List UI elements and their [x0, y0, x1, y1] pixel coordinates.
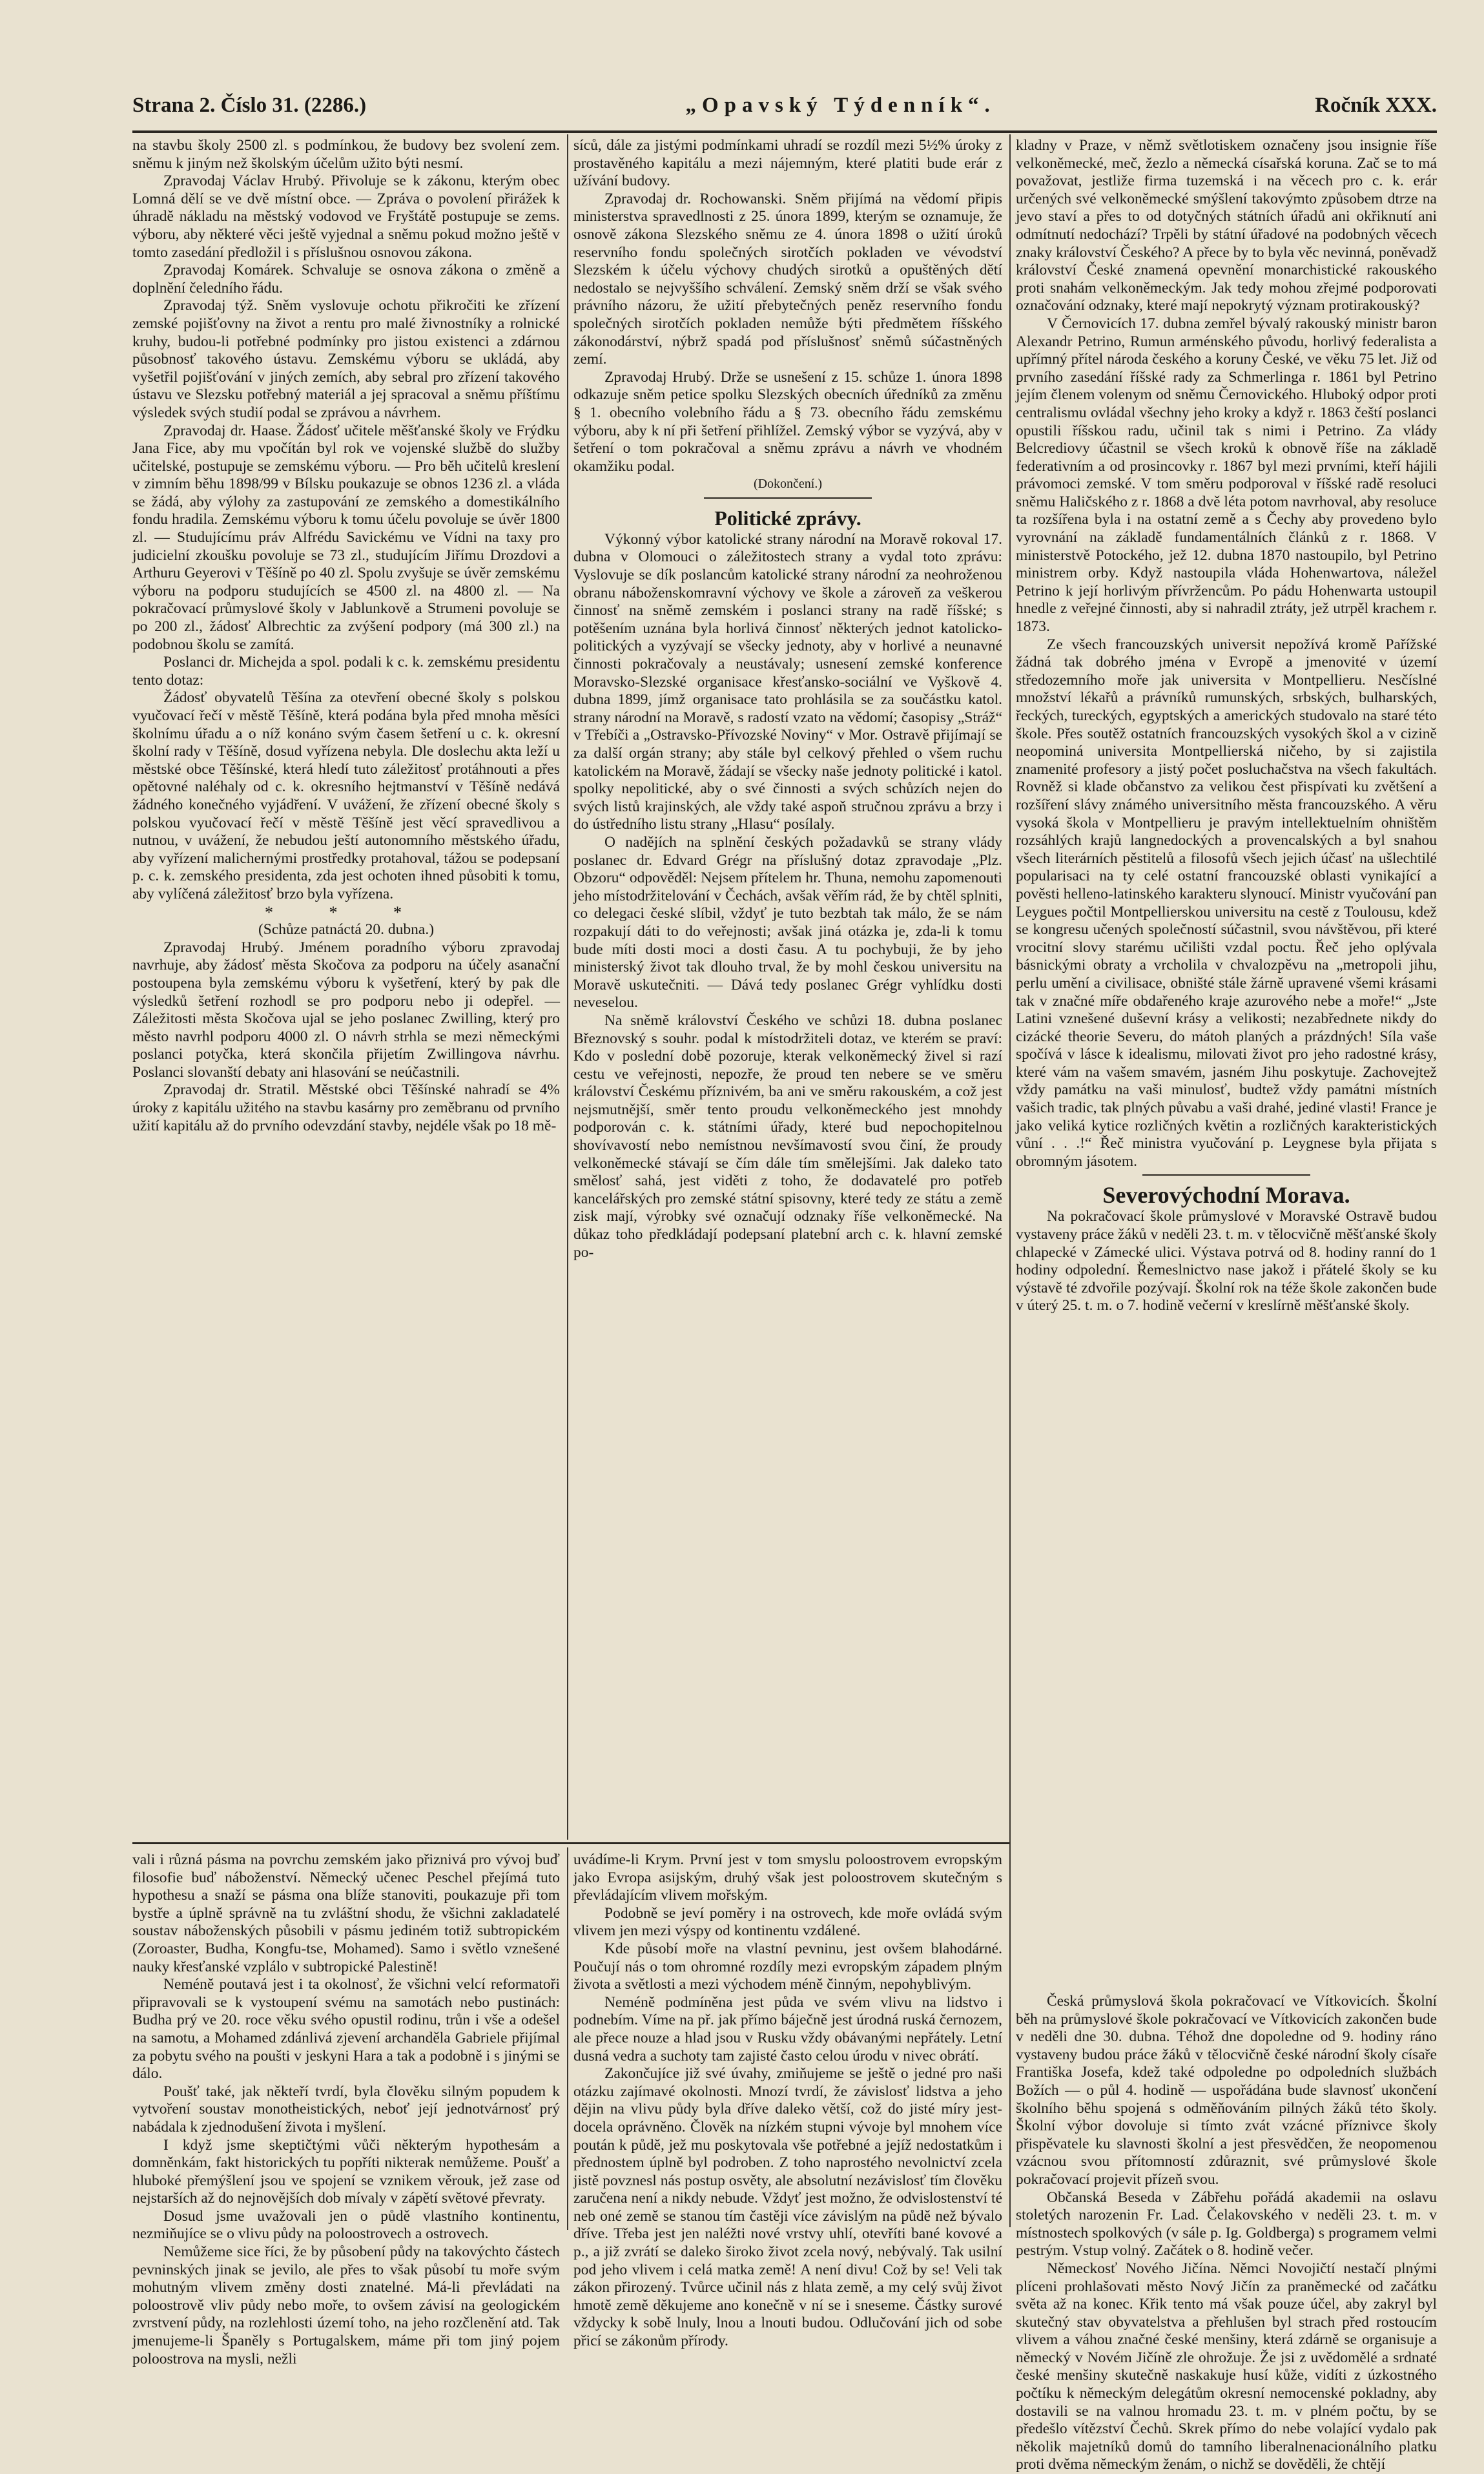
article-paragraph: Německosť Nového Jičína. Němci Novojičtí nestačí plnými plíceni prohlašovati město Nový Jičín za praněmecké od začátku světa až na konec. Křik tento má však pouze účel, aby zakryl byl skutečný stav obyvatelstva a přehlušen byl strach před rostoucím vlivem a váhou značné české menšiny, která zdárně se organisuje a německý v Novém Jičíně zle ohrožuje. Že jsi z uvědomělé a srdnaté české menšiny skutečně naskakuje husí kůže, vidíti z úzkostného počtíku k německým delegátům okresní nemocenské pokladny, aby dostavili se na valnou hromadu 23. t. m. v plném počtu, by se předešlo vítězství Čechů. Skrek přímo do nebe volající vydalo pak několik majetníků domů do tamního liberalnenacionálního platku proti dvěma německým ženám, o nichž se dověděli, že chtějí [1016, 2260, 1437, 2473]
section-rule [1142, 1174, 1310, 1176]
concluded-note: (Dokončení.) [753, 477, 823, 492]
header-rule [132, 130, 1437, 133]
feuilleton-paragraph: Neméně podmíněna jest půda ve svém vlivu na lidstvo i podnebím. Víme na př. jak přímo báječně jest úrodná ruská černozem, ale přece nouze a hlad jsou v Rusku vždy obávanými nepřátely. Letní dusná vedra a suchoty tam zajisté často celou úrodu v nivec obrátí. [573, 1993, 1002, 2064]
article-paragraph: Zpravodaj Václav Hrubý. Přivoluje se k zákonu, kterým obec Lomná dělí se ve dvě místní obce. — Zpráva o povolení přirážek k úhradě nákladu na městský vodovod ve Fryštátě postupuje se zems. výboru, aby některé věci ještě vyjednal a sněmu pokud možno ještě v tomto zasedání předložil i s příslušnou osnovou zákona. [132, 172, 560, 261]
article-paragraph: Zpravodaj dr. Haase. Žádosť učitele měšťanské školy ve Frýdku Jana Fice, aby mu vpočítán byl rok ve vojenské službě do služby učitelské, postupuje se zemskému výboru. — Pro běh učitelů kreslení v zimním běhu 1898/99 v Bílsku poukazuje se obnos 1236 zl. a vláda se žádá, aby výlohy za zastupování ze zemského a domestikálního fondu hradila. Zemskému výboru k tomu účelu povoluje se úvěr 1800 zl. — Studujícímu práv Alfrédu Savickému ve Vídni na taxy pro judicielní zkoušku povoluje se 73 zl., studujícím Jiřímu Drozdovi a Arthuru Geyerovi v Těšíně po 40 zl. Spolu zvyšuje se úvěr zemskému výboru na podporu studujících se 4500 zl. na 4800 zl. — Na pokračovací průmyslové školy v Jablunkově a Strumeni povoluje se po 200 zl., žádosť Albrechtic za zvýšení podpory (má 300 zl.) na podobnou školu se zamítá. [132, 422, 560, 653]
bottom-column-1 [132, 1851, 560, 2367]
article-paragraph: Česká průmyslová škola pokračovací ve Vítkovicích. Školní běh na průmyslové škole pokračovací ve Vítkovicích zakončen bude v neděli dne 30. dubna. Téhož dne dopoledne od 9. hodiny ráno vystaveny budou práce žáků v tělocvičně české národní školy císaře Františka Josefa, kdež také odpoledne po odpoledních službách Božích — o půl 4. hodině — uspořádána bude slavnosť ukončení školního běhu spojená s odměňováním pilných žáků této školy. Školní výbor dovoluje si tímto zvát vzácné příznivce školy přispěvatele ku slavnosti školní a jest přesvědčen, že neopomenou vzácnou svou přítomností zdůraznit, své průmyslové škole pokračovací projevit přízeň svou. [1016, 1993, 1437, 2188]
header-newspaper-title: „Opavský Týdenník“. [685, 93, 996, 117]
separator-stars: * * * [265, 902, 428, 922]
article-paragraph: Občanská Beseda v Zábřehu pořádá akademii na oslavu stoletých narozenin Fr. Lad. Čelakovského v neděli 23. t. m. v místnostech spolkových (v sále p. Ig. Goldberga) s programem velmi pestrým. Vstup volný. Začátek o 8. hodině večer. [1016, 2188, 1437, 2260]
feuilleton-paragraph: Podobně se jeví poměry i na ostrovech, kde moře ovládá svým vlivem jen mezi výspy od kontinentu vzdálené. [573, 1904, 1002, 1940]
session-heading: (Schůze patnáctá 20. dubna.) [258, 921, 435, 939]
feuilleton-rule [132, 1842, 1009, 1844]
feuilleton-paragraph: vali i různá pásma na povrchu zemském jako přiznivá pro vývoj buď filosofie buď náboženství. Německý učenec Peschel přejímá tuto hypothesu a snaží se pásma ona blíže stanoviti, poukazuje při tom bystře a úplně správně na tu zvláštní shodu, že všichni zakladatelé soustav náboženských působili v pásmu jediném totiž subtropickém (Zoroaster, Budha, Kongfu-tse, Mohamed). Samo i světlo vznešené nauky křesťanské vzplálo v subtropické Palestině! [132, 1851, 560, 1975]
article-paragraph: Poslanci dr. Michejda a spol. podali k c. k. zemskému presidentu tento dotaz: [132, 654, 560, 689]
bottom-column-2 [573, 1851, 1002, 2350]
feuilleton-paragraph: Dosud jsme uvažovali jen o půdě vlastního kontinentu, nezmiňujíce se o vlivu půdy na poloostrovech a ostrovech. [132, 2207, 560, 2243]
feuilleton-paragraph: Zakončujíce již své úvahy, zmiňujeme se ještě o jedné pro naši otázku zajímavé okolnosti. Mnozí tvrdí, že závislosť lidstva a jeho dějin na vlivu půdy byla dříve daleko větší, což do jisté míry jest-docela oprávněno. Člověk na nízkém stupni vývoje byl mnohem více poután k půdě, jež mu poskytovala vše potřebné a jejíž nedostatkům i přednostem úplně byl podroben. Z toho naprostého nevolnictví zcela jistě povznesl nás postup osvěty, ale absolutní nezávislosť tím člověku zaručena není a nikdy nebude. Vždyť jest možno, že odvislostenství té neb oné země se stanou tím častěji více závislým na půdě než bývalo dříve. Třeba jest jen naléžti nové vrstvy uhlí, otevříti bané kovové a p., a již zvrátí se daleko široko život zcela nový, nebývalý. Tak usilní pod jeho vlivem i celá matka země! A není divu! Což by se! Veli tak zákon přirozený. Tvůrce učinil nás z hlata země, a my celý svůj život hmotě země děkujeme ano konečně v ní se i sneseme. Částky surové vždycky k sobě lnuly, lnou a lnouti budou. Odlučování jich od sobe přicí se zákonům přírody. [573, 2065, 1002, 2350]
top-column-1 [132, 137, 560, 1836]
article-paragraph: na stavbu školy 2500 zl. s podmínkou, že budovy bez svolení zem. sněmu k jiným než školským účelům užito býti nesmí. [132, 137, 560, 172]
article-paragraph: Výkonný výbor katolické strany národní na Moravě rokoval 17. dubna v Olomouci o záležitostech strany a vydal toto zprávu: Vyslovuje se dík poslancům katolické strany národní za neohroženou obranu náboženskomravní výchovy ve škole a zároveň za veškerou činnosť na sněmě zemském i poslanci strany na radě říšské; s potěšením uznána byla horlivá činnosť některých jednot katolicko-politických a vyzývají se všecky jednoty, aby v horlivé a neunavné činnosti pokračovaly a neustávaly; usnesení zemské konference Moravsko-Slezské organisace křesťansko-sociální ve Vyškově 4. dubna 1899, jímž organisace tato prohlásila se za součástku katol. strany národní na Moravě, s radostí vzato na vědomí; časopisy „Stráž“ v Třebíči a „Ostravsko-Přívozské Noviny“ v Mor. Ostravě přijímají se za další orgán strany; aby stále byl celkový přehled o všem ruchu katolickém na Moravě, žádají se všecky naše jednoty politické i katol. spolky nepolitické, aby o své činnosti a svých schůzích nejen do svých listů krajinských, ale vždy také aspoň stručnou zprávu a brzy i do ústředního listu strany „Hlasu“ posílaly. [573, 530, 1002, 833]
feuilleton-paragraph: Kde působí moře na vlastní pevninu, jest ovšem blahodárné. Poučují nás o tom ohromné rozdíly mezi evropským západem plným života a světlosti a mezi východem méně činným, nepohyblivým. [573, 1940, 1002, 1993]
article-paragraph: kladny v Praze, v němž světlotiskem označeny jsou insignie říše velkoněmecké, meč, žezlo a německá císařská koruna. Zač se to má považovat, jestliže firma tuzemská i na věcech pro c. k. erár určených své velkoněmecké smýšlení takovýmto způsobem dtrze na jevo staví a přes to od dotyčných státních úřadů ani okřiknutí ani odmítnutí nedochází? Trpěli by státní úřadové na podobných věcech znaky království Českého? A přece by to byla věc nevinná, poněvadž království České znamená opevnění monarchistické rakouského proti snahám velkoněmeckým. Jak tedy mohou zřejmé podporovati označování odznaky, které mají nepokrytý význam protirakouský? [1016, 137, 1437, 315]
article-paragraph: Zpravodaj týž. Sněm vyslovuje ochotu přikročiti ke zřízení zemské pojišťovny na život a rentu pro malé živnostníky a rolnické kruhy, budou-li potřebné podmínky pro jistou existenci a zdárnou působnosť takového ústavu. Zemskému výboru se ukládá, aby vyšetřil pojišťování v jiných zemích, aby sebral pro zřízení takového ústavu ve Slezsku potřebný materiál a jej spracoval a sněmu příštímu výsledek svých studií podal se zprávou a návrhem. [132, 297, 560, 421]
top-column-2 [573, 137, 1002, 1836]
article-paragraph: Na pokračovací škole průmyslové v Moravské Ostravě budou vystaveny práce žáků v neděli 23. t. m. v tělocvičně měšťanské školy chlapecké v Zámecké ulici. Výstava potrvá od 8. hodiny ranní do 1 hodiny odpolední. Řemeslnictvo nase jakož i přátelé školy se ku výstavě té zdvořile pozývají. Školní rok na téže škole zakončen bude v úterý 25. t. m. o 7. hodině večerní v kreslírně měšťanské školy. [1016, 1208, 1437, 1315]
article-paragraph: Na sněmě království Českého ve schůzi 18. dubna poslanec Březnovský s souhr. podal k místodržiteli dotaz, ve kterém se praví: Kdo v poslední době pozoruje, kterak velkoněmecký živel si razí cestu ve veřejnosti, nepozře, že proud ten nebere se ve směru království Českému příznivém, ba ani ve směru rakouském, a což jest nejsmutnější, směr tento proudu velkoněmeckého jest mnohdy podporován c. k. státními úřady, které bud nepochopitelnou shovívavostí nebo nemístnou nevšímavostí svou činí, že proudy velkoněmecké stávají se čím dále tím smělejšími. Jak daleko tato smělosť sahá, jest viděti z toho, že dodavatelé pro potřeb kancelářských pro zemské státní spisovny, které tedy ze státu a země zisk mají, výrobky své označují odznaky říše velkoněmecké. Na důkaz toho předkládají podepsaní platební arch c. k. hlavní zemské po- [573, 1012, 1002, 1261]
feuilleton-paragraph: I když jsme skeptičtými vůči některým hypothesám a domněnkám, fakt historických tu popříti nikterak nemůžeme. Poušť a hluboké přemýšlení jsou ve spojení se vznikem věrouk, jež zase od nejstarších až do nejnovějších dob mívaly v zápětí světové převraty. [132, 2136, 560, 2207]
column-divider [1009, 134, 1011, 2227]
section-title-political-news: Politické zprávy. [714, 506, 861, 530]
article-paragraph: Zpravodaj dr. Stratil. Městské obci Těšínské nahradí se 4% úroky z kapitálu užitého na stavbu kasárny pro zeměbranu od prvního užití kapitálu až do prvního odevzdání stavby, nejdéle však po 18 mě- [132, 1081, 560, 1134]
feuilleton-paragraph: uvádíme-li Krym. První jest v tom smyslu poloostrovem evropským jako Evropa asijským, druhý však jest poloostrovem skutečným s převládajícím vlivem mořským. [573, 1851, 1002, 1904]
article-paragraph: Zpravodaj Hrubý. Jménem poradního výboru zpravodaj navrhuje, aby žádosť města Skočova za podporu na účely asanační postoupena byla zemskému výboru k vyšetření, který by pak dle výsledků šetření rozhodl se pro podporu nebo ji odepřel. — Záležitosti města Skočova ujal se jeho poslanec Zwilling, který pro město navrhl podporu 4000 zl. O návrh strhla se mezi německými poslanci potyčka, která skončila přijetím Zwillingova návrhu. Poslanci slovanští debaty ani hlasování se neúčastnili. [132, 939, 560, 1081]
top-column-3 [1016, 137, 1437, 1990]
feuilleton-paragraph: Poušť také, jak někteří tvrdí, byla člověku silným popudem k vytvoření soustav monotheistických, neboť její jednotvárnosť prý nabádala k zjednodušení života i myšlení. [132, 2083, 560, 2136]
feuilleton-paragraph: Nemůžeme sice říci, že by působení půdy na takovýchto částech pevninských jinak se jevilo, ale přes to však působí tu moře svým mohutným vlivem změny dosti znatelné. Má-li převládati na poloostrově vliv půdy nebo moře, to ovšem závisí na geologickém zvrstvení půdy, na rozlehlosti území toho, na jeho rozčlenění atd. Tak jmenujeme-li Španěly s Portugalskem, máme při tom jiný pojem poloostrova na mysli, nežli [132, 2243, 560, 2367]
article-paragraph: síců, dále za jistými podmínkami uhradí se rozdíl mezi 5½% úroky z prostavěného kapitálu a mezi nájemným, které platiti bude erár z užívání budovy. [573, 137, 1002, 190]
section-title-northeast-moravia: Severovýchodní Morava. [1102, 1182, 1350, 1209]
article-paragraph: Zpravodaj dr. Rochowanski. Sněm přijímá na vědomí připis ministerstva spravedlnosti z 25. února 1899, kterým se oznamuje, že osnově zákona Slezského sněmu ze 4. února 1898 o užití úroků reservního fondu společných sirotčích pokladen ve vévodství Slezském k účelu výchovy chudých sirotků a opuštěných dětí nedostalo se nejvyššího schválení. Zemský sněm drží se však svého právního názoru, že užití přebytečných peněz reservního fondu společných sirotčích pokladen nemůže býti předmětem říšského zákonodárství, nýbrž spadá pod příslušnosť sněmů súčastněných zemí. [573, 190, 1002, 368]
article-paragraph: Žádosť obyvatelů Těšína za otevření obecné školy s polskou vyučovací řečí v městě Těšíně, která podána byla před mnoha měsíci školnímu úřadu a o níž konáno svým časem šetření u c. k. okresní školní rady v Těšíně, dosud vyřízena nebyla. Dle doslechu akta leží u městské obce Těšínské, která hledí tuto záležitosť protáhnouti a přes opětovné naléhaly od c. k. okresního hejtmanství v Těšíně nedává žádného konečného vyjádření. V uvážení, že zřízení obecné školy s polskou vyučovací řečí v městě Těšíně jest věcí spravedlivou a nutnou, v uvážení, že nebudou ještí autonomního městského úřadu, aby vyřízení malichernými prostředky protahoval, tážou se podepsaní p. c. k. zemského presidenta, zda jest ochoten ihned působiti k tomu, aby vylíčená záležitosť brzo byla vyřízena. [132, 689, 560, 902]
header-page-number: Strana 2. Číslo 31. (2286.) [132, 93, 367, 117]
article-paragraph: Zpravodaj Hrubý. Drže se usnešení z 15. schůze 1. února 1898 odkazuje sněm petice spolku Slezských obecních úředníků za změnu § 1. obecního volebního řádu a § 73. obecního řádu zemskému výboru, aby k ní při šetření přihlížel. Zemský výbor se vyzývá, aby v šetření o tom pokračoval a sněmu zprávu a návrh ve vhodném okamžiku podal. [573, 368, 1002, 475]
header-volume: Ročník XXX. [1315, 93, 1437, 117]
section-rule [704, 497, 872, 499]
column-divider [567, 1847, 568, 2230]
article-paragraph: Zpravodaj Komárek. Schvaluje se osnova zákona o změně a doplnění čeledního řádu. [132, 262, 560, 296]
article-paragraph: V Černovicích 17. dubna zemřel bývalý rakouský ministr baron Alexandr Petrino, Rumun arménského původu, horlivý federalista a upřímný přítel národa českého a koruny České, ve věku 75 let. Již od prvního zasedání říšské rady za Schmerlinga r. 1861 byl Petrino jejím členem volenym od sněmu Černovického. Hluboký odpor proti centralismu ovládal všechny jeho kroky a když r. 1863 čeští poslanci opustili říšskou radu, učinil tak s nimi i Petrino. Za vlády Belcrediovy účastnil se všech kroků k obnově říše na základě federativním a od prosincovky r. 1867 byl mezi prvními, kteří hájili právomoci zemské. V tom směru podporoval v říšské radě resoluci sněmu Haličského z r. 1868 a dvě léta potom navrhoval, aby resoluce ta rozšířena byla i na ostatní země a s Čechy aby provedeno bylo vyrovnání na základě fundamentálních článků z r. 1868. V ministerstvě Potockého, jež 12. dubna 1870 nastoupilo, byl Petrino ministrem orby. Když nastoupila vláda Hohenwartova, náležel Petrino k její horlivým přívržencům. Po pádu Hohenwarta ustoupil hnedle z veřejné činnosti, aby si nahradil ztráty, jež utrpěl krachem r. 1873. [1016, 315, 1437, 636]
column-divider [567, 134, 568, 1840]
bottom-column-3 [1016, 1993, 1437, 2473]
article-paragraph: Ze všech francouzských universit nepožívá kromě Pařížské žádná tak dobrého jména v Evropě a jmenovité v území středozemního moře jak universita v Montpellieru. Nesčíslné množství lékařů a právníků rumunských, srbských, bulharských, řeckých, tureckých, egyptských a amerických studovalo na staré této škole. Přes soutěž ostatních francouzských vysokých škol a v cizině neopominá universita Montpellierská ničeho, by si zajistila znamenité profesory a jistý počet posluchačstva na všech fakultách. Rovněž si klade občanstvo za velikou čest přispívati ku zvětšení a rozšíření slávy známého universitního města francouzského. A věru vysoká škola v Montpellieru je pravým intellektuelním ohništěm rozsáhlých krajů langnedockých a provencalských a byl snahou všech literárních pěstitelů a filosofů všech jejich účasť na ušlechtilé popularisaci na ty celé ostatní francouzské oblasti vynikající a pověsti helleno-latinského karakteru slynoucí. Ministr vyučování pan Leygues počtil Montpellierskou universitu na cestě z Toulousu, kdež se kongresu učených společností súčastnil, svou návštěvou, při které vrocitní slovy starému učilišti vzdal poctu. Řeč jeho oplývala básnickými obraty a vrcholila v chvalozpěvu na „metropoli jihu, perlu umění a civilisace, obništé stále žárně upravené všemi krásami tak v značné míře obdařeného kraje azurového nebe a moře!“ „Jste Latini vznešené duševní krásy a velikosti; nezabřednete nikdy do cizácké theorie Severu, do mátoh planých a prázdných! Síla vaše spočívá v lásce k idealismu, milovati život pro jeho radostné krásy, které vám na vašem smavém, jasném Jihu poskytuje. Zachovejtež vždy památku na vaši minulosť, budtež vždy památni místních vašich tradic, tak plných půvabu a vaši drahé, jediné vlasti! France je jako veliká kytice rozličných květin a rozličných karakteristických vůní . . .!“ Řeč ministra vyučování p. Leygnese byla přijata s obromným jásotem. [1016, 636, 1437, 1170]
page-header [132, 83, 1437, 128]
article-paragraph: O nadějích na splnění českých požadavků se strany vlády poslanec dr. Edvard Grégr na příslušný dotaz zpravodaje „Plz. Obzoru“ odpověděl: Nejsem přítelem hr. Thuna, nemohu zapomenouti jeho místodržitelování v Čechách, avšak věřím rád, že by chtěl splniti, co delegaci české slíbil, vždyť je tuto bezbtah tak málo, že se nám rozpakují dáti to do veřejnosti; avšak jiná otázka je, zda-li k tomu bude míti dosti moci a dosti času. A tu pochybuji, že by jeho ministerský život tak dlouho trval, že by mohl českou universitu na Moravě uskutečniti. — Dává tedy poslanec Grégr vyhlídku dosti neveselou. [573, 833, 1002, 1012]
feuilleton-paragraph: Neméně poutavá jest i ta okolnosť, že všichni velcí reformatoři připravovali se k vystoupení svému na samotách nebo pustinách: Budha prý ve 20. roce věku svého opustil rodinu, trůn i vše a odešel na samotu, a Mohamed zdánlivá zjevení archanděla Gabriele přijímal za pobytu svého na poušti v jeskyni Hara a tak a podobně i s jinými se dálo. [132, 1976, 560, 2083]
